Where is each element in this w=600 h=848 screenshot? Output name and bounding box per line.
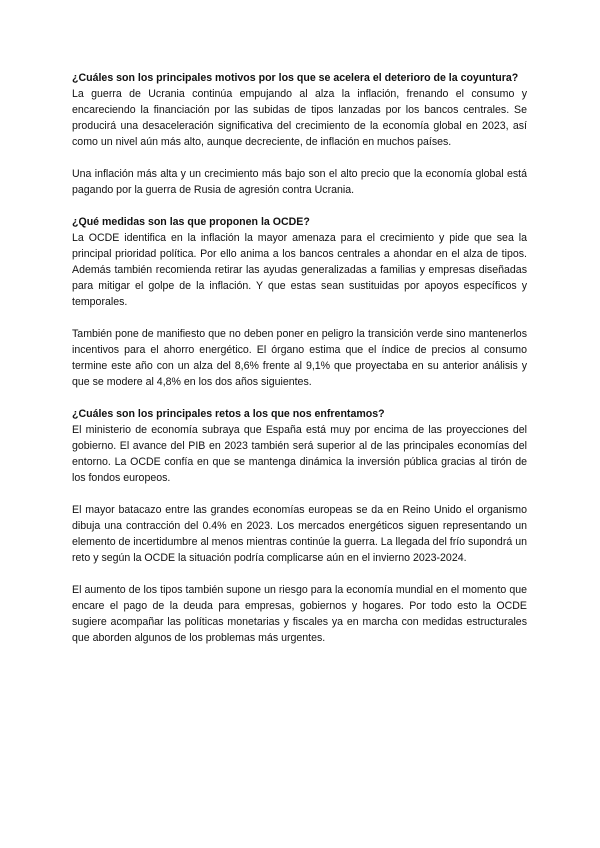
paragraph: También pone de manifiesto que no deben poner en peligro la transición verde sino mantenerlos incentivos para el ahorro energético. El órgano estima que el índice de precios al consumo termine este año con un alza del 8,6% frente al 9,1% que proyectaba en su anterior análisis y que se modere al 4,8% en los dos años siguientes. (72, 328, 527, 388)
section-heading-medidas: ¿Qué medidas son las que proponen la OCDE? (72, 216, 310, 228)
paragraph-spacer (72, 486, 527, 502)
paragraph: Una inflación más alta y un crecimiento más bajo son el alto precio que la economía global está pagando por la guerra de Rusia de agresión contra Ucrania. (72, 168, 527, 196)
paragraph-spacer (72, 310, 527, 326)
paragraph: La OCDE identifica en la inflación la mayor amenaza para el crecimiento y pide que sea la principal prioridad política. Por ello anima a los bancos centrales a ahondar en el alza de tipos. Además también recomienda retirar las ayudas generalizadas a familias y empresas diseñadas para mitigar el golpe de la inflación. Y que estas sean sustituidas por apoyos específicos y temporales. (72, 232, 527, 308)
paragraph: El aumento de los tipos también supone un riesgo para la economía mundial en el momento que encare el pago de la deuda para empresas, gobiernos y hogares. Por todo esto la OCDE sugiere acompañar las políticas monetarias y fiscales ya en marcha con medidas estructurales que aborden algunos de los problemas más urgentes. (72, 584, 527, 644)
paragraph: La guerra de Ucrania continúa empujando al alza la inflación, frenando el consumo y encareciendo la financiación por las subidas de tipos lanzadas por los bancos centrales. Se producirá una desaceleración significativa del crecimiento de la economía global en 2023, así como un nivel aún más alto, aunque decreciente, de inflación en muchos países. (72, 88, 527, 148)
paragraph: El mayor batacazo entre las grandes economías europeas se da en Reino Unido el organismo dibuja una contracción del 0.4% en 2023. Los mercados energéticos siguen representando un elemento de incertidumbre al menos mientras continúe la guerra. La llegada del frío supondrá un reto y según la OCDE la situación podría complicarse aún en el invierno 2023-2024. (72, 504, 527, 564)
section-heading-motivos: ¿Cuáles son los principales motivos por los que se acelera el deterioro de la coyuntura? (72, 72, 519, 84)
paragraph-spacer (72, 198, 527, 214)
paragraph-spacer (72, 150, 527, 166)
paragraph-spacer (72, 390, 527, 406)
paragraph-spacer (72, 566, 527, 582)
document-body (72, 70, 527, 646)
section-heading-retos: ¿Cuáles son los principales retos a los que nos enfrentamos? (72, 408, 385, 420)
paragraph: El ministerio de economía subraya que España está muy por encima de las proyecciones del gobierno. El avance del PIB en 2023 también será superior al de las principales economías del entorno. La OCDE confía en que se mantenga dinámica la inversión pública gracias al tirón de los fondos europeos. (72, 424, 527, 484)
